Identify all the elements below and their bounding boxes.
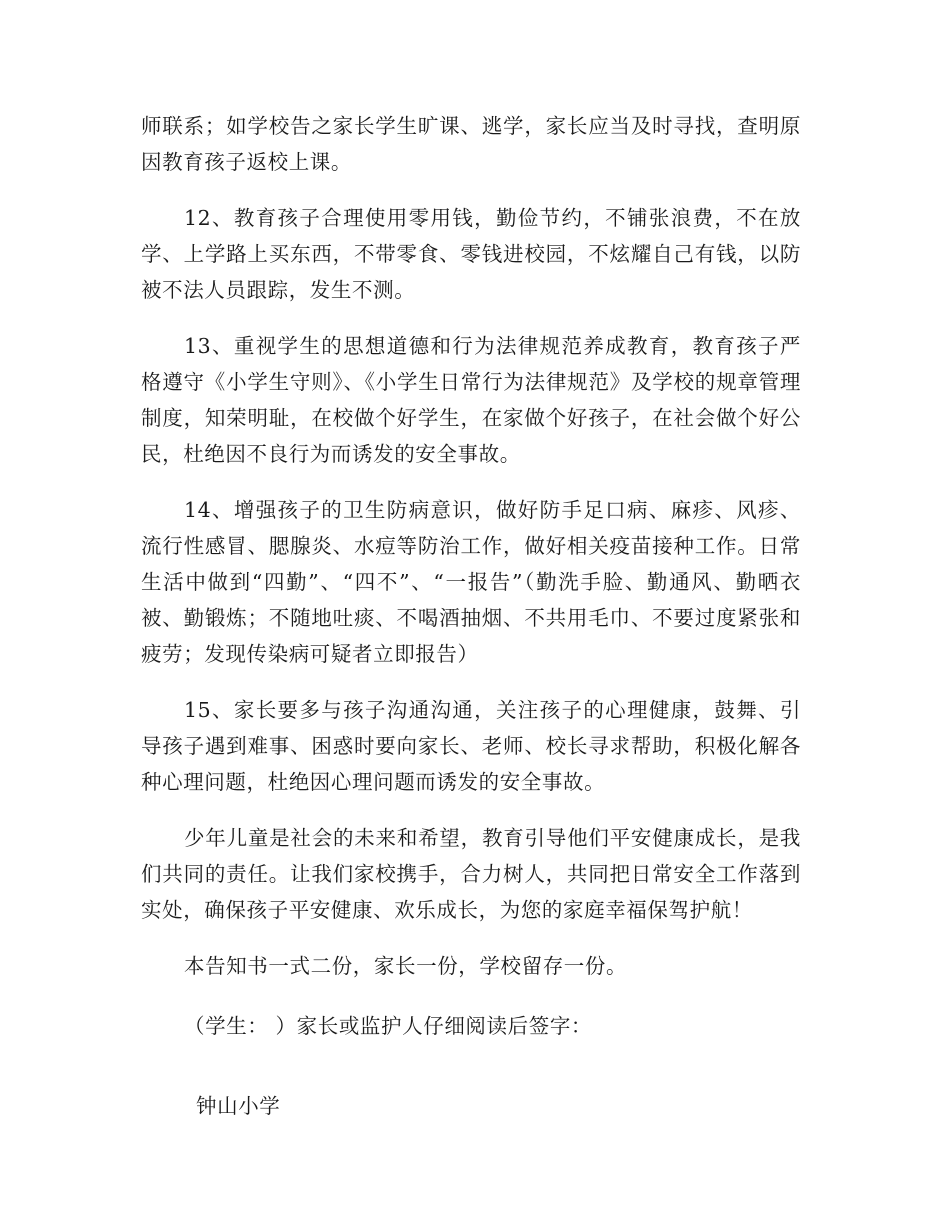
paragraph-item-15: 15、家长要多与孩子沟通沟通，关注孩子的心理健康，鼓舞、引导孩子遇到难事、困惑时要向家长、老师、校长寻求帮助，积极化解各种心理问题，杜绝因心理问题而诱发的安全事故。 xyxy=(141,698,801,794)
paragraph-item-13: 13、重视学生的思想道德和行为法律规范养成教育，教育孩子严格遵守《小学生守则》、《小学生日常行为法律规范》及学校的规章管理制度，知荣明耻，在校做个好学生，在家做个好孩子，在社会做个好公民，杜绝因不良行为而诱发的安全事故。 xyxy=(141,334,801,466)
document-body xyxy=(141,108,801,1068)
school-name: 钟山小学 xyxy=(196,1094,281,1118)
paragraph-item-14: 14、增强孩子的卫生防病意识，做好防手足口病、麻疹、风疹、流行性感冒、腮腺炎、水痘等防治工作，做好相关疫苗接种工作。日常生活中做到“四勤”、“四不”、“一报告”（勤洗手脸、勤通风、勤晒衣被、勤锻炼；不随地吐痰、不喝酒抽烟、不共用毛巾、不要过度紧张和疲劳；发现传染病可疑者立即报告） xyxy=(141,498,801,666)
paragraph-copies-note: 本告知书一式二份，家长一份，学校留存一份。 xyxy=(184,954,628,978)
paragraph-continuation: 师联系；如学校告之家长学生旷课、逃学，家长应当及时寻找，查明原因教育孩子返校上课。 xyxy=(141,114,801,174)
paragraph-signature-line: （学生： ）家长或监护人仔细阅读后签字： xyxy=(184,1014,593,1038)
paragraph-closing: 少年儿童是社会的未来和希望，教育引导他们平安健康成长，是我们共同的责任。让我们家校携手，合力树人，共同把日常安全工作落到实处，确保孩子平安健康、欢乐成长，为您的家庭幸福保驾护航！ xyxy=(141,826,801,922)
paragraph-item-12: 12、教育孩子合理使用零用钱，勤俭节约，不铺张浪费，不在放学、上学路上买东西，不带零食、零钱进校园，不炫耀自己有钱，以防被不法人员跟踪，发生不测。 xyxy=(141,206,801,302)
